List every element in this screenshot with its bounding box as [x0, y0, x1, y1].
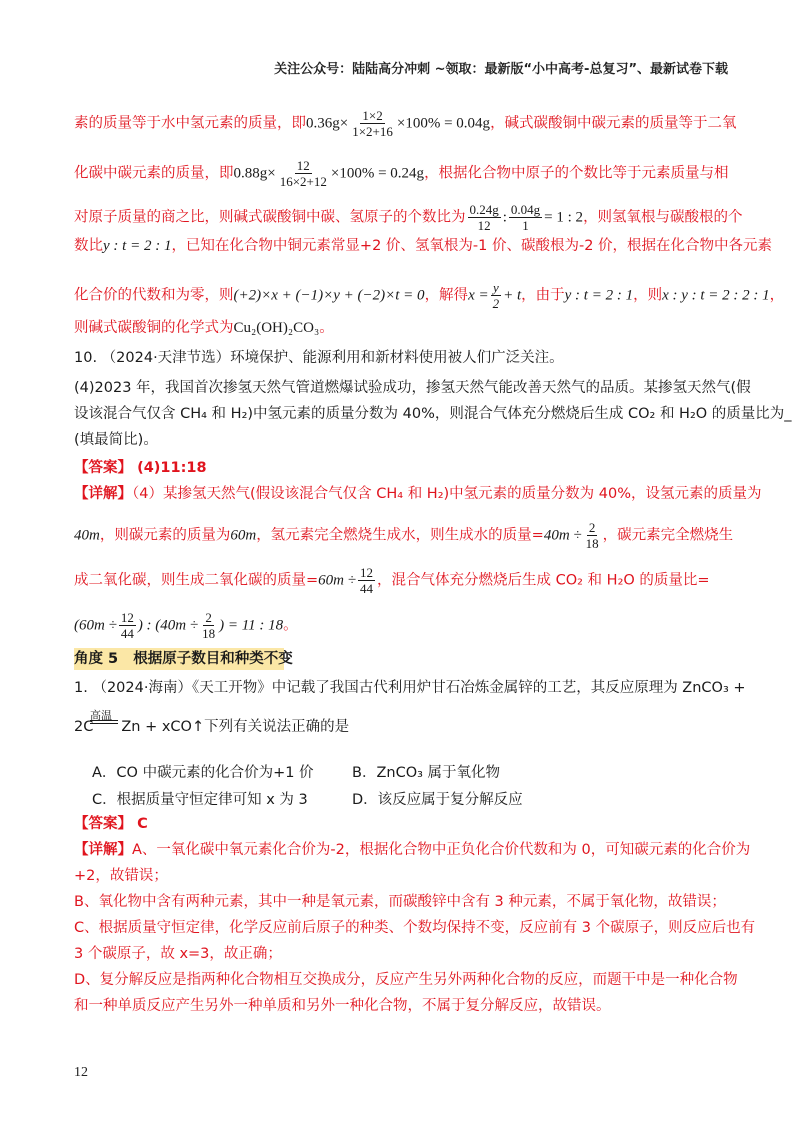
text-segment: ，混合气体充分燃烧后生成 CO₂ 和 H₂O 的质量比=	[376, 572, 710, 589]
text-segment: 。	[319, 320, 334, 336]
math-expr: ×100% = 0.04g	[396, 115, 491, 132]
question-10-detail-4	[74, 610, 734, 641]
question-10-detail-3	[74, 565, 734, 596]
text-segment: ，碳元素完全燃烧生	[602, 527, 734, 544]
question-1-detail-3: B、氧化物中含有两种元素，其中一种是氧元素，而碳酸锌中含有 3 种元素，不属于氧化物，故错误；	[74, 894, 726, 910]
text-segment: 则碱式碳酸铜的化学式为	[74, 320, 234, 336]
detail-line-5	[74, 280, 785, 311]
math-expr: 60m	[230, 527, 257, 544]
math-expr: 0.88g×	[233, 165, 276, 182]
question-10-line-1: (4)2023 年，我国首次掺氢天然气管道燃爆试验成功，掺氢天然气能改善天然气的品质。某掺氢天然气(假	[74, 380, 751, 396]
option-d: D．该反应属于复分解反应	[352, 792, 523, 808]
math-expr: 0.36g×	[306, 115, 349, 132]
answer-text: C	[137, 816, 148, 832]
question-1-detail-7: 和一种单质反应产生另外一种单质和另外一种化合物，不属于复分解反应，故错误。	[74, 998, 611, 1014]
fraction-numerator: y	[492, 280, 499, 295]
fraction-numerator: 2	[205, 610, 212, 625]
question-10-detail-1	[74, 484, 762, 504]
text-segment: 2C	[74, 719, 94, 735]
fraction-numerator: 2	[588, 520, 596, 535]
fraction-denominator: 44	[120, 626, 134, 641]
page-header: 关注公众号：陆陆高分冲刺 ~领取：最新版“小中高考-总复习”、最新试卷下载	[274, 62, 728, 77]
math-expr: ) : (40m ÷	[137, 617, 199, 634]
detail-line-1	[74, 108, 737, 139]
text-segment: ，则	[633, 287, 663, 304]
detail-label: 【详解】	[74, 486, 132, 502]
fraction	[350, 108, 395, 139]
section-title: 根据原子数目和种类不变	[133, 651, 293, 667]
chemical-formula: Cu₂(OH)₂CO₃	[233, 320, 320, 336]
math-expr: 60m ÷	[318, 572, 356, 589]
text-segment: 素的质量等于水中氢元素的质量，即	[74, 115, 306, 132]
question-1-detail-5: 3 个碳原子，故 x=3，故正确；	[74, 946, 282, 962]
option-b: B．ZnCO₃ 属于氧化物	[352, 765, 501, 781]
text-segment: 成二氧化碳，则生成二氧化碳的质量=	[74, 572, 319, 589]
fraction-denominator: 12	[477, 218, 491, 233]
fraction-numerator: 12	[296, 158, 310, 173]
text-segment: 数比	[74, 238, 103, 254]
text-segment: 化碳中碳元素的质量，即	[74, 165, 234, 182]
text-segment: A、一氧化碳中氧元素化合价为-2，根据化合物中正负化合价代数和为 0，可知碳元素的化合价为	[132, 842, 751, 858]
text-segment: 化合价的代数和为零，则	[74, 287, 234, 304]
detail-line-4	[74, 236, 773, 256]
math-expr: (+2)×x + (−1)×y + (−2)×t = 0	[233, 287, 425, 304]
math-expr: ×100% = 0.24g	[330, 165, 425, 182]
math-expr: (60m ÷	[74, 617, 117, 634]
question-1-detail-2: +2，故错误；	[74, 868, 168, 884]
text-segment: ，氢元素完全燃烧生成水，则生成水的质量=	[256, 527, 544, 544]
fraction	[509, 202, 542, 233]
fraction-denominator: 16×2+12	[279, 174, 327, 189]
fraction	[468, 202, 501, 233]
option-c: C．根据质量守恒定律可知 x 为 3	[92, 792, 308, 808]
fraction-denominator: 1	[522, 218, 529, 233]
section-label: 角度 5	[74, 651, 119, 667]
text-segment: ，由于	[521, 287, 565, 304]
fraction	[119, 610, 136, 641]
text-segment: ，解得	[424, 287, 469, 304]
fraction	[200, 610, 217, 641]
detail-label: 【详解】	[74, 842, 132, 858]
text-segment: ，根据化合物中原子的个数比等于元素质量与相	[424, 165, 729, 182]
math-expr: 40m ÷	[543, 527, 582, 544]
text-segment: 对原子质量的商之比，则碱式碳酸铜中碳、氢原子的个数比为	[74, 209, 466, 226]
reaction-condition: 高温	[90, 709, 112, 722]
text-segment: ，已知在化合物中铜元素常显+2 价、氢氧根为-1 价、碳酸根为-2 价，根据在化合物中各元素	[171, 238, 773, 254]
fraction-denominator: 44	[359, 581, 373, 596]
fraction-denominator: 18	[202, 626, 216, 641]
option-a: A．CO 中碳元素的化合价为+1 价	[92, 765, 314, 781]
math-expr: 40m	[74, 527, 100, 544]
fraction-numerator: 12	[359, 565, 373, 580]
fraction	[491, 280, 502, 311]
text-segment: Zn + xCO↑下列有关说法正确的是	[121, 719, 350, 735]
fraction-denominator: 2	[492, 296, 500, 311]
math-expr: = 1 : 2	[544, 209, 584, 226]
math-expr: ) = 11 : 18	[219, 617, 284, 634]
fraction-numerator: 12	[120, 610, 134, 625]
question-10-line-2: 设该混合气仅含 CH₄ 和 H₂)中氢元素的质量分数为 40%，则混合气体充分燃烧后生成 CO₂ 和 H₂O 的质量比为_	[74, 406, 792, 422]
question-1-answer	[74, 814, 734, 834]
fraction-numerator: 0.24g	[469, 202, 499, 217]
fraction	[278, 158, 329, 189]
math-expr: y : t = 2 : 1	[564, 287, 634, 304]
text-segment: ，碱式碳酸铜中碳元素的质量等于二氧	[490, 115, 737, 132]
page-number: 12	[74, 1065, 88, 1080]
question-1-detail-6: D、复分解反应是指两种化合物相互交换成分，反应产生另外两种化合物的反应，而题干中是一种化合物	[74, 972, 738, 988]
answer-label: 【答案】	[74, 460, 132, 476]
math-expr: x =	[468, 287, 489, 304]
answer-text: (4)11:18	[137, 460, 207, 476]
question-10-line-3: (填最简比)。	[74, 432, 158, 448]
fraction	[584, 520, 601, 551]
text-segment: ，	[769, 287, 785, 304]
section-heading-angle-5	[74, 649, 734, 669]
fraction-numerator: 1×2	[362, 108, 383, 123]
question-1-line-2	[74, 717, 734, 737]
text-segment: ，则碳元素的质量为	[99, 527, 231, 544]
question-10-detail-2	[74, 520, 734, 551]
question-10-answer	[74, 458, 734, 478]
fraction-numerator: 0.04g	[510, 202, 541, 217]
question-1-detail-4: C、根据质量守恒定律，化学反应前后原子的种类、个数均保持不变，反应前有 3 个碳原子，则反应后也有	[74, 920, 756, 936]
text-segment: ，则氢氧根与碳酸根的个	[583, 209, 743, 226]
question-10-title: 10. （2024·天津节选）环境保护、能源利用和新材料使用被人们广泛关注。	[74, 350, 564, 366]
answer-label: 【答案】	[74, 816, 132, 832]
text-segment: 。	[283, 617, 298, 634]
math-expr: :	[502, 209, 507, 226]
fraction	[358, 565, 375, 596]
math-expr: y : t = 2 : 1	[103, 238, 172, 254]
question-1-detail-1	[74, 840, 751, 860]
question-1-line-1: 1. （2024·海南）《天工开物》中记载了我国古代利用炉甘石冶炼金属锌的工艺，其反应原理为 ZnCO₃ +	[74, 680, 746, 696]
fraction-denominator: 18	[585, 536, 599, 551]
math-expr: x : y : t = 2 : 2 : 1	[662, 287, 770, 304]
text-segment: （4）某掺氢天然气(假设该混合气仅含 CH₄ 和 H₂)中氢元素的质量分数为 40%，设氢元素的质量为	[132, 486, 762, 502]
fraction-denominator: 1×2+16	[352, 124, 393, 139]
detail-line-3	[74, 202, 743, 233]
detail-line-2	[74, 158, 734, 189]
math-expr: + t	[503, 287, 522, 304]
detail-line-6	[74, 318, 734, 338]
